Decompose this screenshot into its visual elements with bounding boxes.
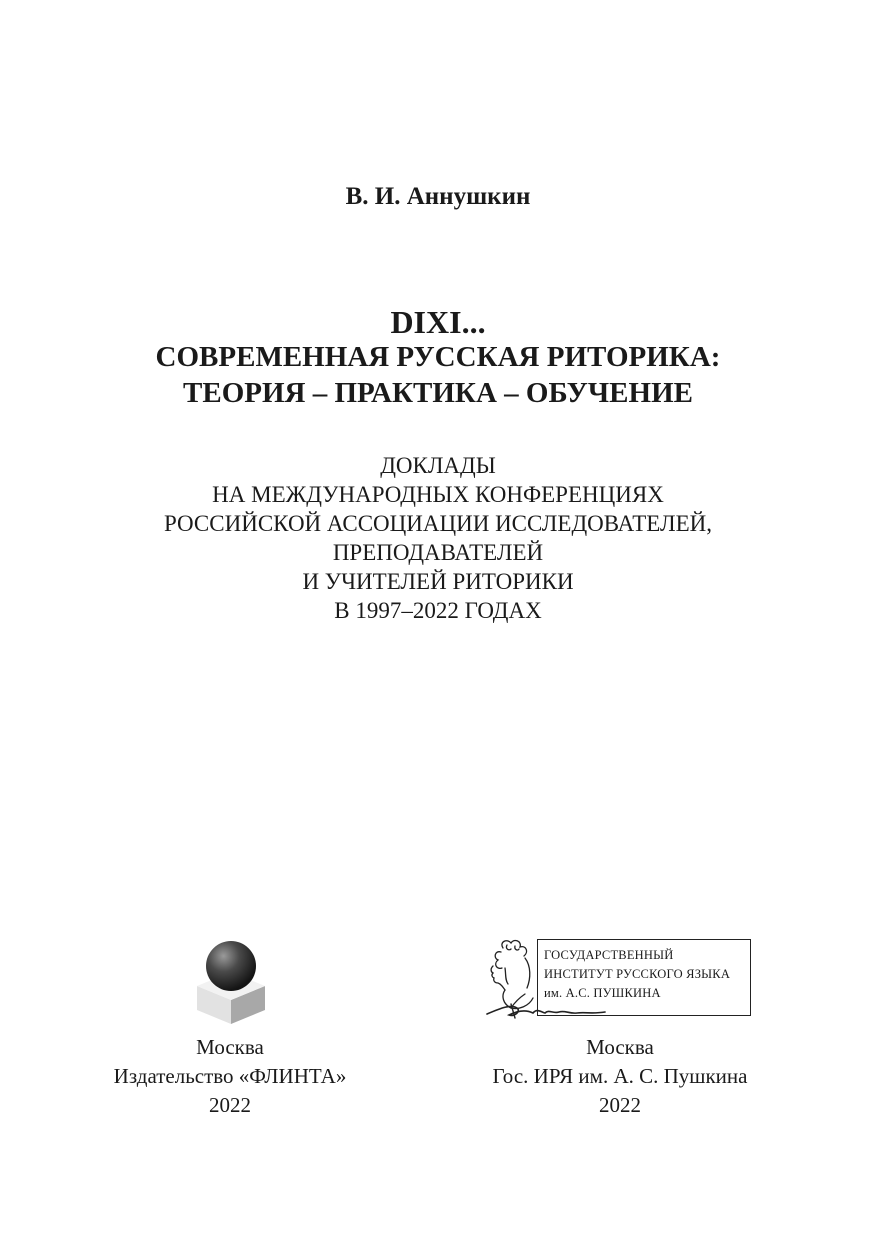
pushkin-signature-icon	[487, 1004, 605, 1018]
institute-line: ГОСУДАРСТВЕННЫЙ	[544, 948, 674, 962]
publisher-city: Москва	[586, 1035, 654, 1059]
author: В. И. Аннушкин	[345, 183, 531, 210]
flinta-logo-icon	[191, 940, 271, 1026]
publisher-year: 2022	[599, 1093, 641, 1117]
subtitle-line: ПРЕПОДАВАТЕЛЕЙ	[332, 540, 544, 565]
subtitle-line: НА МЕЖДУНАРОДНЫХ КОНФЕРЕНЦИЯХ	[212, 482, 664, 507]
publisher-name: Гос. ИРЯ им. А. С. Пушкина	[492, 1064, 748, 1088]
institute-line: ИНСТИТУТ РУССКОГО ЯЗЫКА	[544, 967, 731, 981]
title-line: ТЕОРИЯ – ПРАКТИКА – ОБУЧЕНИЕ	[183, 377, 693, 409]
subtitle-line: В 1997–2022 ГОДАХ	[334, 598, 542, 623]
institute-line: им. А.С. ПУШКИНА	[544, 986, 661, 1000]
subtitle-line: ДОКЛАДЫ	[380, 453, 496, 478]
subtitle-line: РОССИЙСКОЙ АССОЦИАЦИИ ИССЛЕДОВАТЕЛЕЙ,	[163, 511, 713, 536]
publisher-year: 2022	[209, 1093, 251, 1117]
publisher-flinta	[60, 1033, 400, 1120]
title-line: СОВРЕМЕННАЯ РУССКАЯ РИТОРИКА:	[155, 341, 721, 373]
publisher-name: Издательство «ФЛИНТА»	[113, 1064, 347, 1088]
subtitle-line: И УЧИТЕЛЕЙ РИТОРИКИ	[302, 569, 574, 594]
book-subtitle	[0, 451, 876, 625]
book-title	[0, 305, 876, 411]
title-line: DIXI...	[390, 304, 486, 340]
publisher-pushkin-institute	[450, 1033, 790, 1120]
publisher-city: Москва	[196, 1035, 264, 1059]
institute-name	[544, 946, 730, 1003]
pushkin-institute-logo	[481, 938, 753, 1020]
